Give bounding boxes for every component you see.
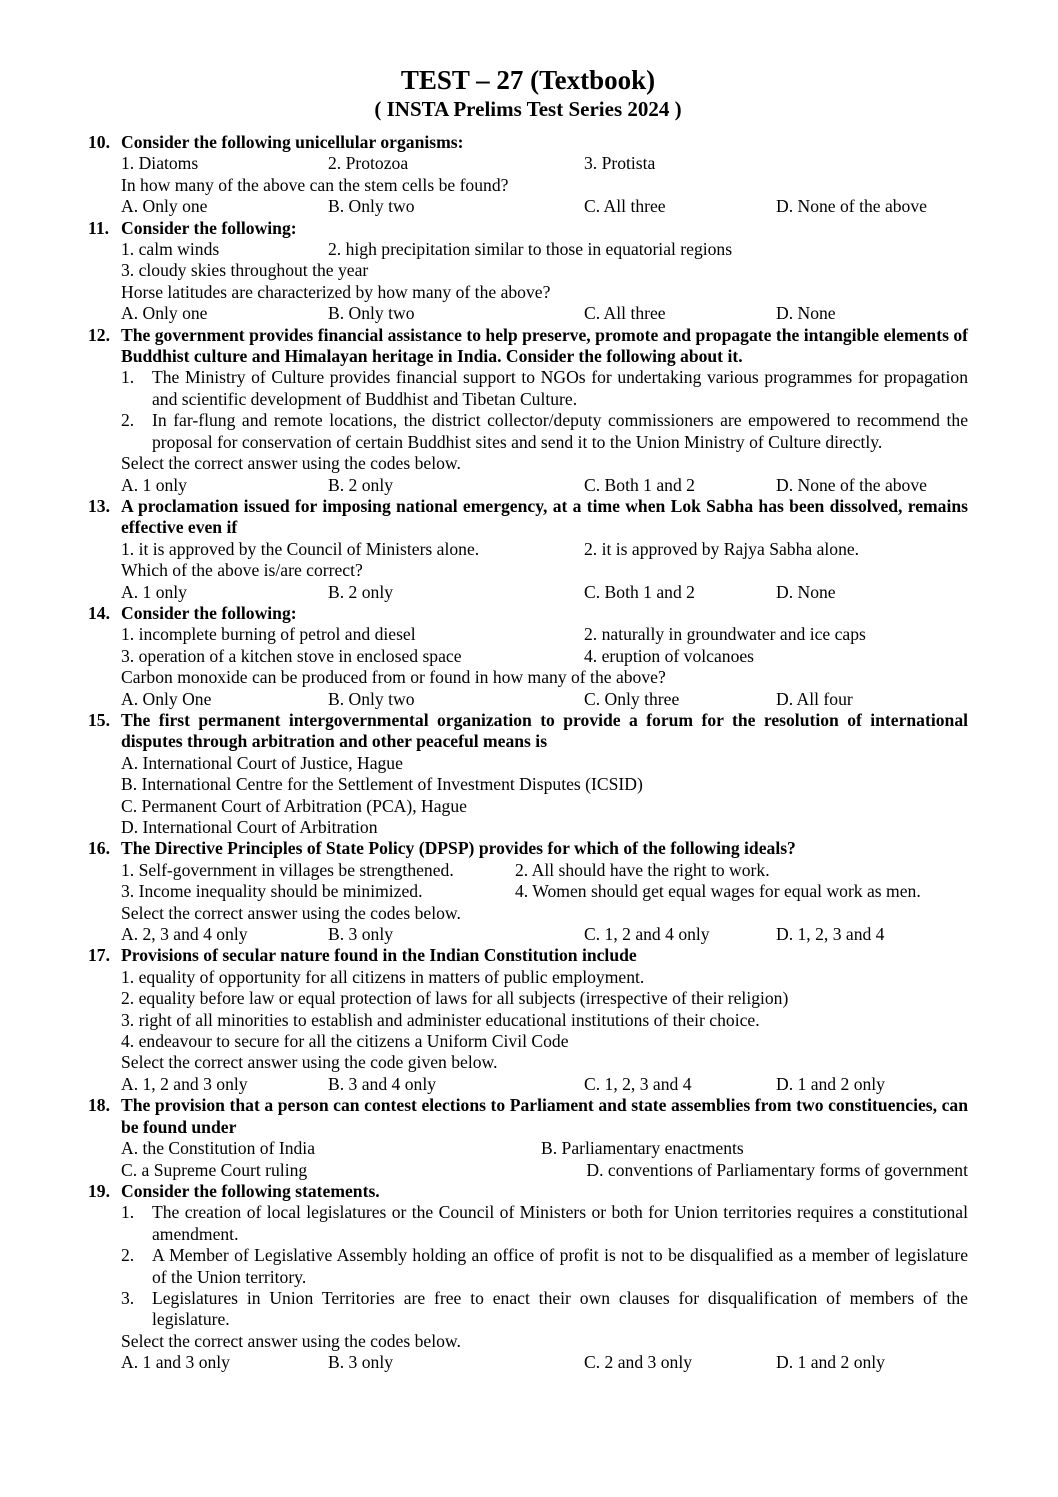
question-number: 19.: [88, 1180, 110, 1201]
question-10: [88, 132, 968, 218]
option-c: C. All three: [584, 303, 666, 324]
item: 1. equality of opportunity for all citizens in matters of public employment.: [121, 966, 645, 987]
item: 4. eruption of volcanoes: [584, 645, 755, 666]
option-d: D. 1, 2, 3 and 4: [776, 924, 885, 945]
statement-number: 2.: [121, 1245, 135, 1266]
question-14: [88, 603, 968, 710]
item: 1. incomplete burning of petrol and diesel: [121, 624, 416, 645]
question-text: The first permanent intergovernmental organization to provide a forum for the resolution of international disputes through arbitration and other peaceful means is: [121, 709, 968, 752]
question-number: 10.: [88, 132, 110, 152]
question-text: Consider the following statements.: [121, 1180, 380, 1201]
question-number: 11.: [88, 217, 110, 238]
option-b: B. 2 only: [328, 581, 394, 602]
options-row: [121, 689, 968, 710]
item: 2. high precipitation similar to those in equatorial regions: [328, 239, 733, 260]
question-prompt: Select the correct answer using the codes below.: [121, 1330, 461, 1351]
page-subtitle: ( INSTA Prelims Test Series 2024 ): [374, 97, 682, 121]
option-c: C. Permanent Court of Arbitration (PCA), Hague: [121, 795, 467, 816]
item-row: [121, 239, 968, 260]
item-row: [121, 860, 968, 881]
option-d: D. conventions of Parliamentary forms of government: [586, 1159, 968, 1180]
item: 3. Income inequality should be minimized.: [121, 881, 423, 902]
question-16: [88, 838, 968, 945]
statement: [121, 410, 968, 453]
option-b: B. Only two: [328, 688, 415, 709]
question-text: Provisions of secular nature found in the Indian Constitution include: [121, 945, 637, 966]
item-row: [121, 624, 968, 645]
statement-text: The Ministry of Culture provides financial support to NGOs for undertaking various programmes for propagation and scientific development of Buddhist and Tibetan Culture.: [152, 367, 968, 409]
question-text: Consider the following:: [121, 217, 297, 238]
statement-text: In far-flung and remote locations, the district collector/deputy commissioners are empowered to recommend the proposal for conservation of certain Buddhist sites and send it to the Union Ministry of Culture directly.: [152, 410, 968, 452]
options-row: [121, 1352, 968, 1373]
option-d: D. None of the above: [776, 196, 927, 217]
question-number: 17.: [88, 945, 110, 966]
item: 3. Protista: [584, 153, 656, 174]
option-c: C. All three: [584, 196, 666, 217]
options-row: [121, 582, 968, 603]
option-b: B. 2 only: [328, 474, 394, 495]
question-number: 13.: [88, 495, 110, 516]
question-number: 14.: [88, 602, 110, 623]
question-15: [88, 710, 968, 838]
question-17: [88, 945, 968, 1095]
question-number: 18.: [88, 1095, 110, 1116]
option-b: B. 3 and 4 only: [328, 1073, 437, 1094]
item: 1. it is approved by the Council of Ministers alone.: [121, 538, 480, 559]
question-prompt: Select the correct answer using the code given below.: [121, 1052, 498, 1073]
question-prompt: Horse latitudes are characterized by how many of the above?: [121, 281, 551, 302]
option-c: C. Only three: [584, 688, 680, 709]
option-d: D. None: [776, 303, 836, 324]
question-text: A proclamation issued for imposing national emergency, at a time when Lok Sabha has been dissolved, remains effective even if: [121, 495, 968, 538]
option-b: B. Parliamentary enactments: [541, 1138, 744, 1159]
item-row: [121, 646, 968, 667]
question-number: 12.: [88, 324, 110, 345]
item: 3. operation of a kitchen stove in enclosed space: [121, 645, 462, 666]
question-prompt: Select the correct answer using the codes below.: [121, 453, 461, 474]
options-row: [121, 1160, 968, 1181]
statement-text: Legislatures in Union Territories are free to enact their own clauses for disqualification of members of the legislature.: [152, 1287, 968, 1330]
option-d: D. 1 and 2 only: [776, 1073, 885, 1094]
question-text: The Directive Principles of State Policy (DPSP) provides for which of the following ideals?: [121, 838, 796, 859]
item: 3. cloudy skies throughout the year: [121, 260, 369, 281]
item: 2. it is approved by Rajya Sabha alone.: [584, 538, 860, 559]
question-prompt: Which of the above is/are correct?: [121, 560, 363, 581]
item: 1. Diatoms: [121, 153, 199, 174]
option-a: A. 1 and 3 only: [121, 1352, 230, 1373]
option-d: D. None of the above: [776, 474, 927, 495]
item: 4. Women should get equal wages for equal work as men.: [515, 881, 921, 902]
options-row: [121, 1138, 968, 1159]
statement-text: A Member of Legislative Assembly holding an office of profit is not to be disqualified as a member of legislature of the Union territory.: [152, 1245, 968, 1287]
item: 4. endeavour to secure for all the citizens a Uniform Civil Code: [121, 1031, 569, 1052]
option-b: B. International Centre for the Settlement of Investment Disputes (ICSID): [121, 774, 643, 795]
question-12: [88, 325, 968, 496]
question-prompt: Carbon monoxide can be produced from or found in how many of the above?: [121, 667, 666, 688]
option-a: A. Only one: [121, 196, 208, 217]
question-text: Consider the following:: [121, 602, 297, 623]
statement-list: [121, 367, 968, 453]
question-number: 15.: [88, 709, 110, 730]
item: 2. All should have the right to work.: [515, 859, 770, 880]
item-row: [121, 881, 968, 902]
option-d: D. None: [776, 581, 836, 602]
options-row: [121, 924, 968, 945]
option-a: A. the Constitution of India: [121, 1138, 316, 1159]
item: 2. equality before law or equal protection of laws for all subjects (irrespective of their religion): [121, 988, 789, 1009]
statement-number: 3.: [121, 1287, 135, 1308]
question-19: [88, 1181, 968, 1374]
option-c: C. Both 1 and 2: [584, 581, 695, 602]
option-a: A. International Court of Justice, Hague: [121, 752, 403, 773]
options-row: [121, 1074, 968, 1095]
option-b: B. Only two: [328, 196, 415, 217]
item-row: [121, 153, 968, 174]
question-number: 16.: [88, 838, 110, 859]
statement-number: 1.: [121, 1202, 135, 1223]
option-a: A. Only One: [121, 688, 212, 709]
option-a: A. 2, 3 and 4 only: [121, 924, 248, 945]
options-row: [121, 303, 968, 324]
option-c: C. 2 and 3 only: [584, 1352, 693, 1373]
option-c: C. 1, 2, 3 and 4: [584, 1073, 692, 1094]
question-prompt: In how many of the above can the stem cells be found?: [121, 174, 509, 195]
page-title: TEST – 27 (Textbook): [400, 65, 656, 95]
item-row: [121, 539, 968, 560]
question-prompt: Select the correct answer using the codes below.: [121, 902, 461, 923]
item: 1. calm winds: [121, 239, 220, 260]
question-11: [88, 218, 968, 325]
option-c: C. Both 1 and 2: [584, 474, 695, 495]
question-13: [88, 496, 968, 603]
item: 2. Protozoa: [328, 153, 409, 174]
option-d: D. International Court of Arbitration: [121, 817, 378, 837]
statement: [121, 367, 968, 410]
option-b: B. 3 only: [328, 1352, 394, 1373]
statement-list: [121, 1202, 968, 1330]
item: 1. Self-government in villages be strengthened.: [121, 859, 454, 880]
statement-number: 1.: [121, 367, 135, 388]
option-c: C. 1, 2 and 4 only: [584, 924, 710, 945]
statement: [121, 1288, 968, 1331]
item: 2. naturally in groundwater and ice caps: [584, 624, 866, 645]
option-a: A. 1, 2 and 3 only: [121, 1073, 248, 1094]
question-18: [88, 1095, 968, 1181]
option-b: B. 3 only: [328, 924, 394, 945]
options-row: [121, 475, 968, 496]
options-row: [121, 196, 968, 217]
statement-number: 2.: [121, 410, 135, 431]
statement: [121, 1202, 968, 1245]
item: 3. right of all minorities to establish and administer educational institutions of their choice.: [121, 1009, 760, 1030]
question-text: Consider the following unicellular organisms:: [121, 132, 464, 152]
option-d: D. All four: [776, 688, 853, 709]
option-d: D. 1 and 2 only: [776, 1352, 885, 1373]
statement-text: The creation of local legislatures or the Council of Ministers or both for Union territories requires a constitutional amendment.: [152, 1202, 968, 1244]
question-text: The government provides financial assistance to help preserve, promote and propagate the intangible elements of Buddhist culture and Himalayan heritage in India. Consider the following about it.: [121, 324, 968, 367]
option-a: A. 1 only: [121, 581, 187, 602]
option-c: C. a Supreme Court ruling: [121, 1159, 308, 1180]
question-text: The provision that a person can contest elections to Parliament and state assemblies from two constituencies, can be found under: [121, 1095, 968, 1137]
option-a: A. 1 only: [121, 474, 187, 495]
option-b: B. Only two: [328, 303, 415, 324]
option-a: A. Only one: [121, 303, 208, 324]
statement: [121, 1245, 968, 1288]
